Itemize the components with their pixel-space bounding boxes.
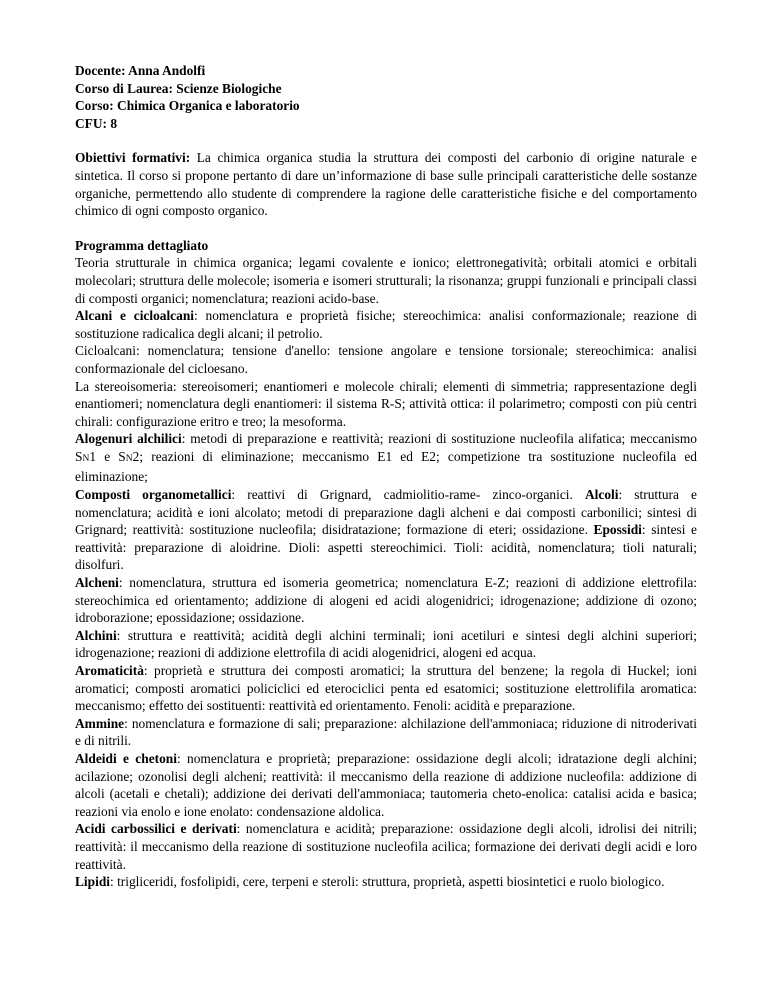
aldeidi-text: : nomenclatura e proprietà; preparazione: ossidazione degli alcoli; idratazione degli alchini; acilazione; ozonolisi degli alcheni; reattività: il meccanismo della reazione di addizione nucleofila: addizione di alcoli (acetali e chetali); addizione dei derivati dell'ammoniaca; tautomeria cheto-enolica: catalisi acida e basica; reazioni via enolo e ione enolato: condensazione aldolica.: [75, 750, 698, 819]
organometallici-text: : reattivi di Grignard, cadmiolitio-rame- zinco-organici.: [231, 487, 585, 503]
alchini-text: : struttura e reattività; acidità degli alchini terminali; ioni acetiluri e sintesi degli alchini superiori; idrogenazione; reazioni di addizione elettrofila di acidi alogenidrici, alogeni ed acqua.: [75, 627, 697, 661]
cicloalcani-paragraph: Cicloalcani: nomenclatura; tensione d'anello: tensione angolare e tensione torsionale; stereochimica: analisi conformazionale del cicloesano.: [75, 343, 697, 376]
document-page: [75, 62, 697, 891]
sn-subscript-1: N: [82, 453, 90, 464]
alchini-label: Alchini: [75, 627, 117, 643]
ammine-paragraph: [75, 715, 697, 750]
alcheni-text: : nomenclatura, struttura ed isomeria geometrica; nomenclatura E-Z; reazioni di addizione elettrofila: stereochimica ed orientamento; addizione di alogeni ed acidi alogenidrici; idrogenazione; addizione di ozono; idroborazione; epossidazione; ossidazione.: [75, 575, 697, 626]
ammine-text: : nomenclatura e formazione di sali; preparazione: alchilazione dell'ammoniaca; riduzione di nitroderivati e di nitrili.: [75, 715, 697, 749]
programma-title: Programma dettagliato: [75, 237, 209, 253]
docente-line: Docente: Anna Andolfi: [75, 63, 206, 78]
header-block: [75, 62, 697, 132]
alogenuri-label: Alogenuri alchilici: [75, 431, 182, 447]
acidi-label: Acidi carbossilici e derivati: [75, 821, 237, 837]
aromaticita-paragraph: [75, 662, 697, 715]
ammine-label: Ammine: [75, 715, 125, 731]
cfu-line: CFU: 8: [75, 115, 118, 131]
epossidi-text: : sintesi e reattività: preparazione di aloidrine. Dioli: aspetti stereochimici. Tioli: acidità, nomenclatura; tioli naturali; disolfuri.: [75, 522, 697, 573]
alcheni-paragraph: [75, 574, 697, 627]
obiettivi-text: La chimica organica studia la struttura dei composti del carbonio di origine naturale e sintetica. Il corso si propone pertanto di dare un’informazione di base sulle principali caratteristiche delle sostanze organiche, permettendo allo studente di comprendere la ragione delle caratteristiche fisiche e del comportamento chimico di ogni composto organico.: [75, 150, 697, 219]
corso-line: Corso: Chimica Organica e laboratorio: [75, 98, 300, 114]
acidi-paragraph: [75, 820, 697, 873]
stereoisomeria-paragraph: La stereoisomeria: stereoisomeri; enantiomeri e molecole chirali; elementi di simmetria; rappresentazione degli enantiomeri; nomenclatura degli enantiomeri: il sistema R-S; attività ottica: il polarimetro; composti con più centri chirali: configurazione eritro e treo; la mesoforma.: [75, 378, 697, 429]
sn-subscript-2: N: [125, 453, 133, 464]
alchini-paragraph: [75, 627, 697, 662]
organometallici-label: Composti organometallici: [75, 487, 232, 503]
alogenuri-text-2: 1 e S: [89, 448, 126, 464]
lipidi-label: Lipidi: [75, 874, 110, 890]
alcani-text: : nomenclatura e proprietà fisiche; stereochimica: analisi conformazionale; reazione di sostituzione radicalica degli alcani; il petrolio.: [75, 308, 697, 341]
alcani-label: Alcani e cicloalcani: [75, 308, 194, 324]
alogenuri-text-1: : metodi di preparazione e reattività; reazioni di sostituzione nucleofila alifatica; meccanismo S: [75, 431, 697, 464]
corso-laurea-line: Corso di Laurea: Scienze Biologiche: [75, 80, 282, 96]
alcheni-label: Alcheni: [75, 575, 119, 591]
aromaticita-text: : proprietà e struttura dei composti aromatici; la struttura del benzene; la regola di Huckel; ioni aromatici; composti aromatici policiclici ed eterociclici penta ed esatomici; sostituzione elettrolifila aromatica: meccanismo; effetto dei sostituenti: reattività ed orientamento. Fenoli: acidità e preparazione.: [75, 663, 697, 714]
alcoli-label: Alcoli: [584, 487, 619, 503]
aldeidi-label: Aldeidi e chetoni: [75, 750, 177, 766]
aromaticita-label: Aromaticità: [75, 663, 144, 678]
lipidi-paragraph: [75, 873, 697, 891]
alcani-paragraph: [75, 307, 697, 342]
alogenuri-text-3: 2; reazioni di eliminazione; meccanismo E1 ed E2; competizione tra sostituzione nucleofila ed eliminazione;: [75, 448, 697, 485]
alogenuri-paragraph: [75, 430, 697, 486]
alcoli-text: : struttura e nomenclatura; acidità e ioni alcolato; metodi di preparazione dagli alcheni e dai composti carbonilici; sintesi di Grignard; reattività: sostituzione nucleofila; disidratazione; formazione di eteri; ossidazione.: [75, 487, 697, 538]
programma-section: [75, 237, 697, 891]
epossidi-label: Epossidi: [593, 522, 642, 538]
aldeidi-paragraph: [75, 750, 697, 820]
acidi-text: : nomenclatura e acidità; preparazione: ossidazione degli alcoli, idrolisi dei nitrili; reattività: il meccanismo della reazione di sostituzione nucleofila acilica; formazione dei derivati degli acidi e loro reattività.: [75, 821, 697, 872]
obiettivi-section: [75, 149, 697, 219]
programma-intro: Teoria strutturale in chimica organica; legami covalente e ionico; elettronegatività; orbitali atomici e orbitali molecolari; struttura delle molecole; isomeria e isomeri strutturali; la risonanza; gruppi funzionali e principali classi di composti organici; nomenclatura; reazioni acido-base.: [75, 255, 697, 306]
lipidi-text: : trigliceridi, fosfolipidi, cere, terpeni e steroli: struttura, proprietà, aspetti biosintetici e ruolo biologico.: [110, 874, 665, 890]
obiettivi-label: Obiettivi formativi:: [75, 150, 191, 166]
organometallici-paragraph: [75, 486, 697, 574]
